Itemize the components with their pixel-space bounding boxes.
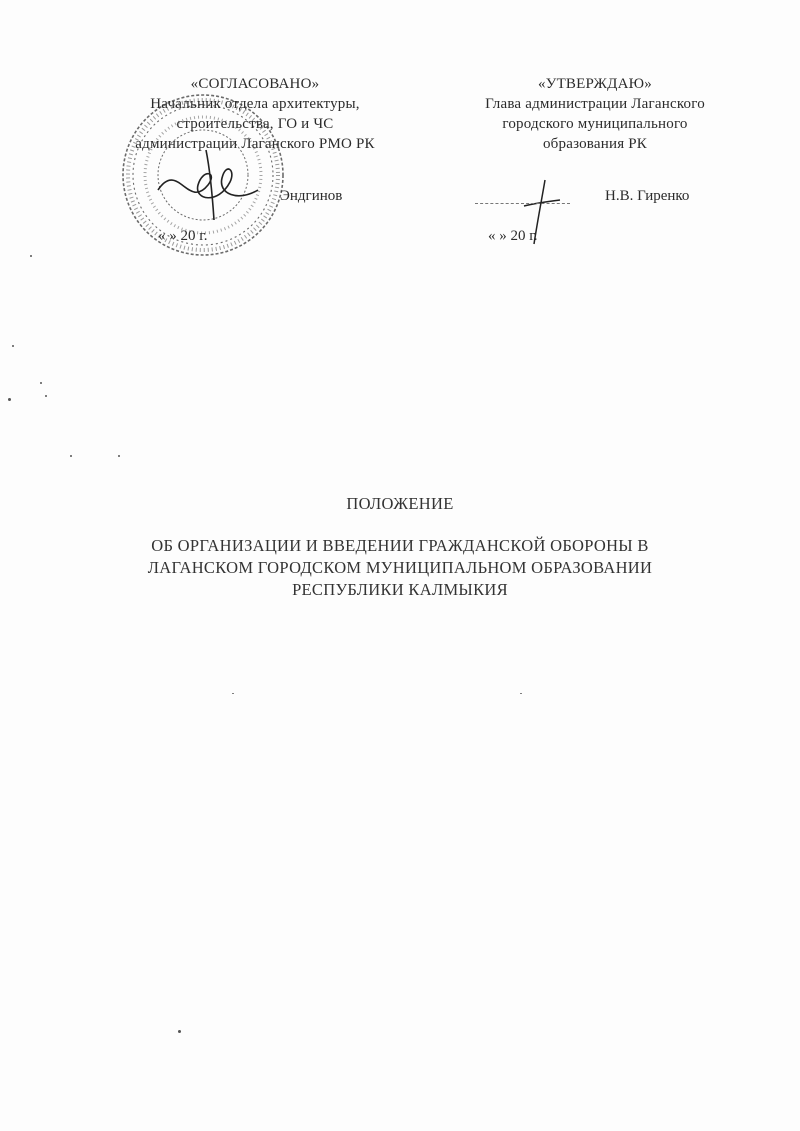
handwritten-signature [158,150,258,220]
approved-position-line-1: Глава администрации Лаганского [485,96,705,112]
agreed-date-line: « » 20 г. [158,228,208,244]
document-title-line-3: РЕСПУБЛИКИ КАЛМЫКИЯ [292,580,508,599]
approved-date-line: « » 20 г. [488,228,538,244]
scan-speck [520,693,522,694]
document-title-line-1: ОБ ОРГАНИЗАЦИИ И ВВЕДЕНИИ ГРАЖДАНСКОЙ ОБОРОНЫ В [151,536,649,555]
approved-position-line-2: городского муниципального [502,116,688,132]
scan-speck [45,395,47,397]
scan-speck [40,382,42,384]
agreed-signer-name: Эндгинов [280,188,343,204]
scan-speck [118,455,120,457]
approved-signer-name: Н.В. Гиренко [605,188,690,204]
scan-speck [232,693,234,694]
agreed-position-line-3: администрации Лаганского РМО РК [135,136,375,152]
agreed-position-line-2: строительства, ГО и ЧС [176,116,334,132]
official-seal-stamp [118,90,288,260]
document-title-line-2: ЛАГАНСКОМ ГОРОДСКОМ МУНИЦИПАЛЬНОМ ОБРАЗОВАНИИ [147,558,653,577]
scan-speck [178,1030,181,1033]
approved-position-line-3: образования РК [542,136,648,152]
scan-speck [8,398,11,401]
approved-signature-line [475,203,570,204]
scan-speck [12,345,14,347]
document-title [60,535,740,601]
scan-speck [30,255,32,257]
approval-block-approved [445,74,745,154]
approved-heading: «УТВЕРЖДАЮ» [538,76,652,92]
agreed-position-line-1: Начальник отдела архитектуры, [150,96,360,112]
scan-speck [70,455,72,457]
document-type: ПОЛОЖЕНИЕ [346,494,454,513]
agreed-heading: «СОГЛАСОВАНО» [190,76,320,92]
